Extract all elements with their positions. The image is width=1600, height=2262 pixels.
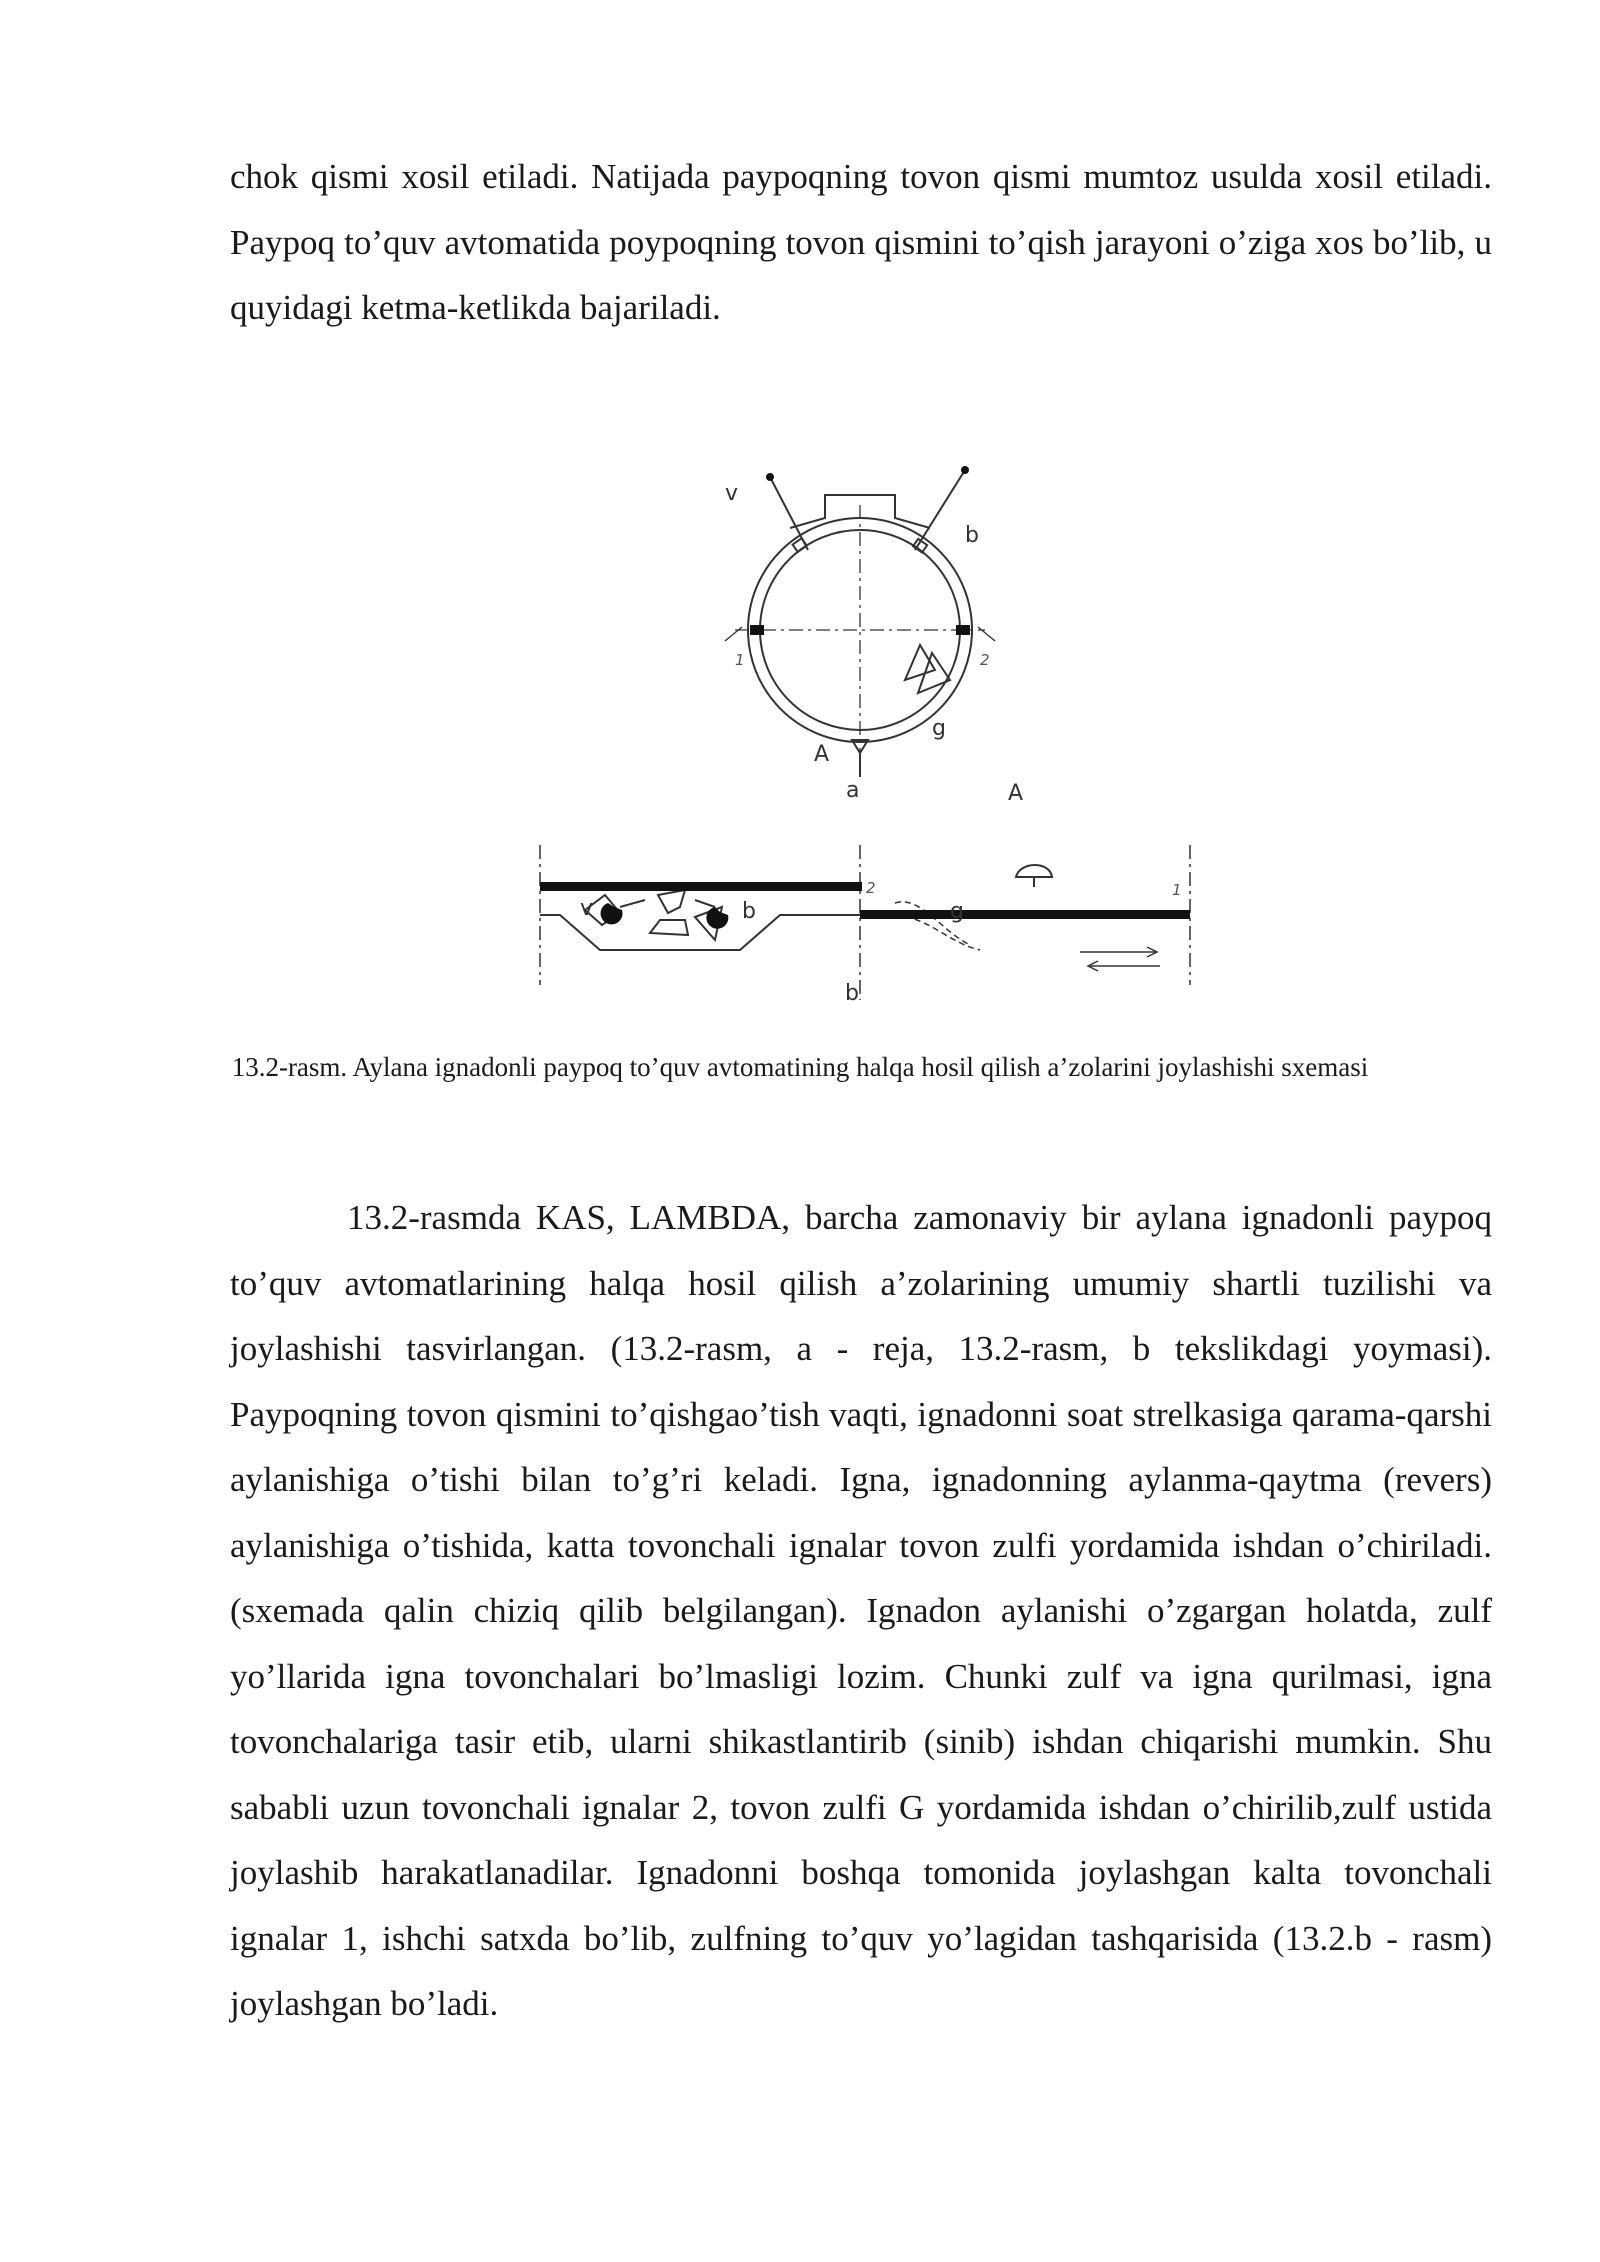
label-v-bottom: v [580,896,594,921]
mushroom-cap [1016,865,1052,877]
label-b-under: b [845,981,859,1006]
label-2-top: 2 [980,651,990,669]
figure-knitting-machine-scheme [510,455,1270,1025]
label-a: a [846,778,860,803]
cam-shape-3 [650,920,688,935]
line-b [915,470,965,550]
paragraph-intro: chok qismi xosil etiladi. Natijada paypoqning tovon qismi mumtoz usulda xosil etiladi. Paypoq to’quv avtomatida poypoqning tovon qismini to’qish jarayoni o’ziga xos bo’lib, u quyidagi ketma-ketlikda bajariladi. [230,157,1492,327]
label-A-left: A [814,742,830,767]
scheme-diagram [510,455,1270,1025]
thick-line-right [860,910,1190,919]
tick-2 [978,627,995,641]
plan-view-filled-parts [750,466,970,635]
line-v [770,477,808,550]
label-2-bottom: 2 [866,879,876,897]
arrow-v [620,900,645,907]
label-b-top: b [965,523,979,548]
cam-g-triangle-1 [905,645,935,680]
figure-caption: 13.2-rasm. Aylana ignadonli paypoq to’quv avtomatining halqa hosil qilish a’zolarini joylashishi sxemasi [231,1052,1369,1082]
label-g-top: g [932,716,946,741]
heavy-mark-right [956,625,970,635]
cam-shape-2 [658,890,685,913]
cam-g-triangle-2 [918,653,950,693]
heavy-mark-left [750,625,764,635]
label-1-top: 1 [735,651,745,669]
thick-line-left [540,882,862,891]
label-v-top: v [725,481,739,506]
dot-v [766,473,774,481]
dashed-curve-2 [905,917,980,950]
label-g-bottom: g [950,899,964,924]
label-A-right: A [1008,781,1024,806]
label-1-bottom: 1 [1172,881,1182,899]
needle-b [706,907,728,929]
arrow-b [695,900,715,907]
dot-b [961,466,969,474]
unrolled-filled-parts [540,882,1190,929]
label-b-bottom: b [742,899,756,924]
tick-1 [725,627,742,641]
cylinder-plan-view [725,470,995,777]
unrolled-view [540,845,1190,1000]
paragraph-description: 13.2-rasmda KAS, LAMBDA, barcha zamonaviy bir aylana ignadonli paypoq to’quv avtomatlarining halqa hosil qilish a’zolarining umumiy shartli tuzilishi va joylashishi tasvirlangan. (13.2-rasm, a - reja, 13.2-rasm, b tekslikdagi yoymasi). Paypoqning tovon qismini to’qishgao’tish vaqti, ignadonni soat strelkasiga qarama-qarshi aylanishiga o’tishi bilan to’g’ri keladi. Igna, ignadonning aylanma-qaytma (revers) aylanishiga o’tishida, katta tovonchali ignalar tovon zulfi yordamida ishdan o’chiriladi. (sxemada qalin chiziq qilib belgilangan). Ignadon aylanishi o’zgargan holatda, zulf yo’llarida igna tovonchalari bo’lmasligi lozim. Chunki zulf va igna qurilmasi, igna tovonchalariga tasir etib, ularni shikastlantirib (sinib) ishdan chiqarishi mumkin. Shu sababli uzun tovonchali ignalar 2, tovon zulfi G yordamida ishdan o’chirilib,zulf ustida joylashib harakatlanadilar. Ignadonni boshqa tomonida joylashgan kalta tovonchali ignalar 1, ishchi satxda bo’lib, zulfning to’quv yo’lagidan tashqarisida (13.2.b - rasm) joylashgan bo’ladi. [230,1198,1492,2023]
needle-v [601,903,623,924]
